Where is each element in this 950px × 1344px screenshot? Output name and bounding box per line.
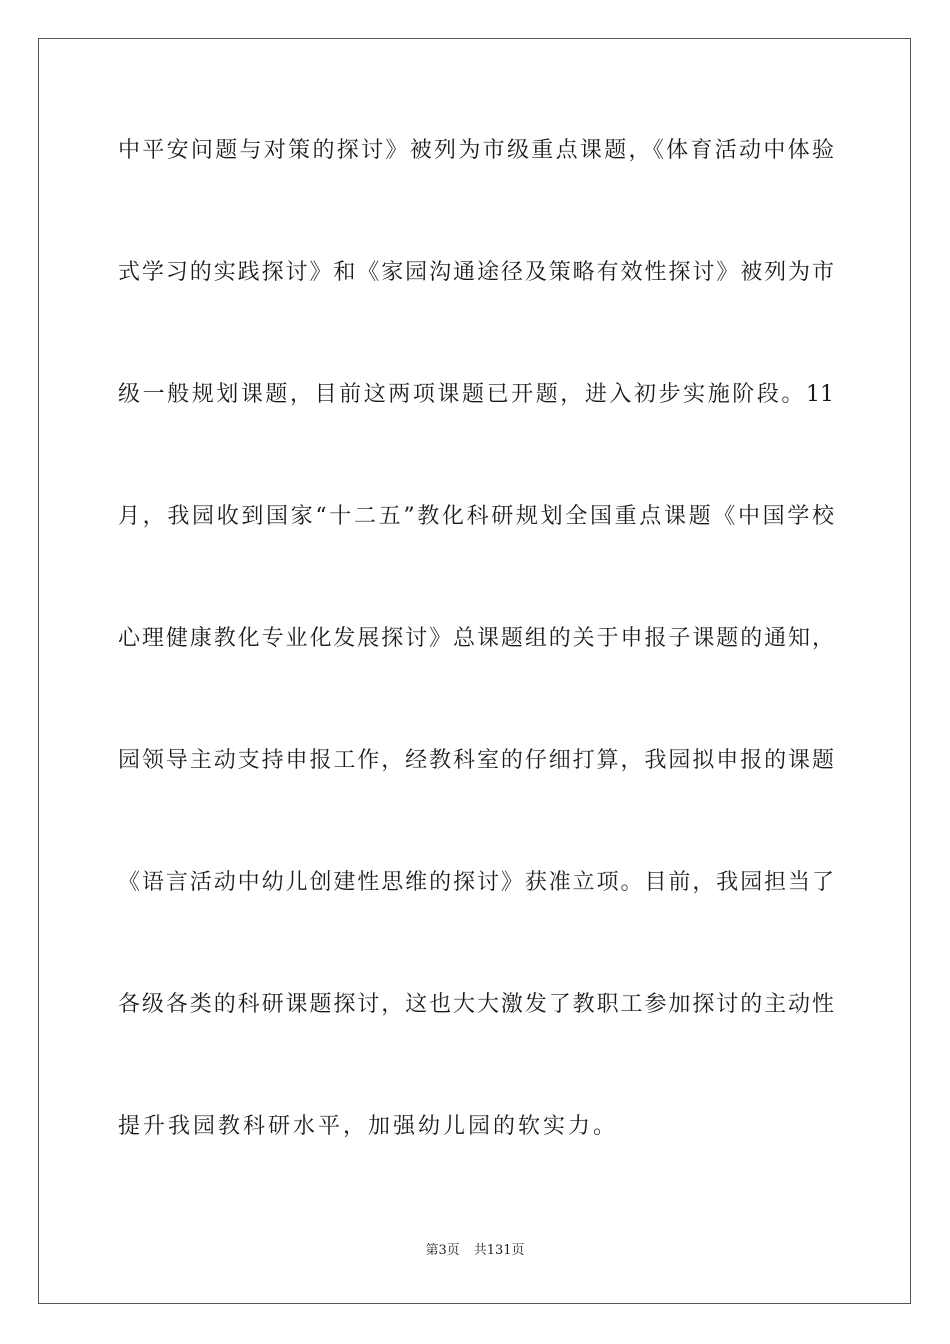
total-pages: 共131页	[473, 1243, 525, 1258]
paragraph-line-5: 心理健康教化专业化发展探讨》总课题组的关于申报子课题的通知，	[118, 626, 834, 651]
paragraph-line-2: 式学习的实践探讨》和《家园沟通途径及策略有效性探讨》被列为市	[118, 260, 834, 285]
page-footer	[0, 1242, 950, 1260]
paragraph-line-1: 中平安问题与对策的探讨》被列为市级重点课题，《体育活动中体验	[118, 138, 834, 163]
paragraph-line-7: 《语言活动中幼儿创建性思维的探讨》获准立项。目前，我园担当了	[118, 870, 834, 895]
paragraph-line-8: 各级各类的科研课题探讨，这也大大激发了教职工参加探讨的主动性	[118, 992, 834, 1017]
paragraph-line-4: 月，我园收到国家“十二五”教化科研规划全国重点课题《中国学校	[118, 504, 834, 529]
paragraph-line-9: 提升我园教科研水平，加强幼儿园的软实力。	[118, 1114, 619, 1139]
paragraph-line-3: 级一般规划课题，目前这两项课题已开题，进入初步实施阶段。11	[118, 382, 834, 407]
page-number: 第3页	[425, 1243, 460, 1258]
paragraph-line-6: 园领导主动支持申报工作，经教科室的仔细打算，我园拟申报的课题	[118, 748, 834, 773]
